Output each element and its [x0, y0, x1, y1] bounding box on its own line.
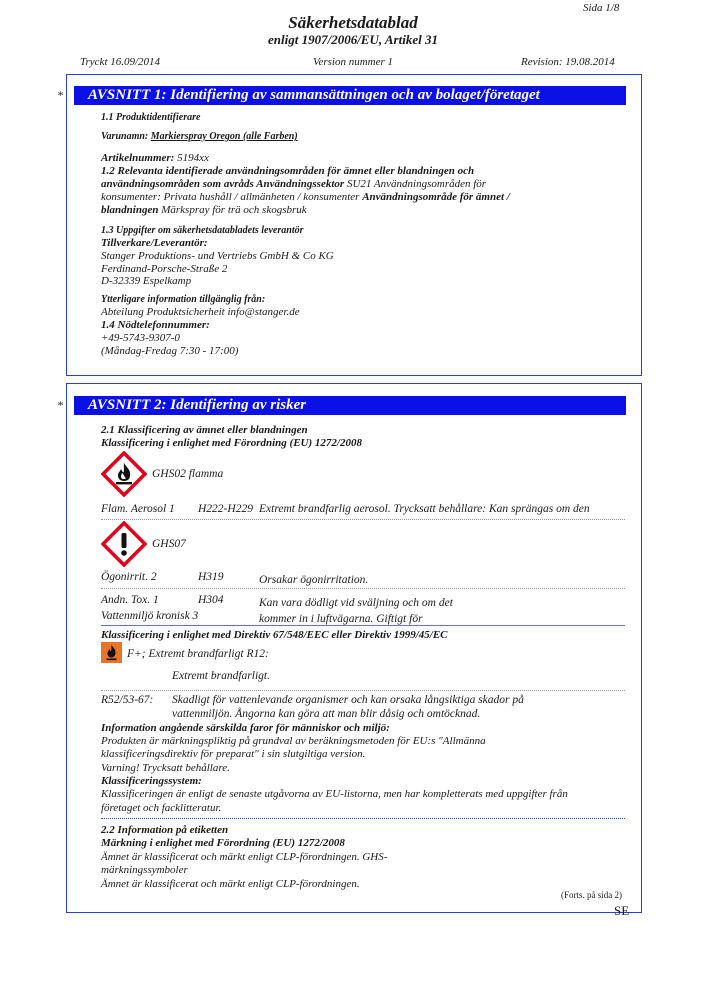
article-number-line: [101, 151, 209, 165]
divider-dotted: [101, 690, 625, 691]
heading-2-2: 2.2 Information på etiketten: [101, 824, 229, 836]
clp-classification-heading: Klassificering i enlighet med Förordning (EU) 1272/2008: [101, 437, 362, 449]
aquatic-class: Vattenmiljö kronisk 3: [101, 610, 199, 622]
further-info-value: Abteilung Produktsicherheit info@stanger.de: [101, 306, 300, 318]
asp-tox-class: Andn. Tox. 1: [101, 594, 159, 606]
label-heading: Märkning i enlighet med Förordning (EU) 1272/2008: [101, 837, 345, 849]
section-2-header: AVSNITT 2: Identifiering av risker: [74, 396, 626, 415]
supplier-line-1: Stanger Produktions- und Vertriebs GmbH & Co KG: [101, 250, 334, 262]
print-date: Tryckt 16.09/2014: [80, 56, 161, 68]
ghs02-label: GHS02 flamma: [152, 468, 224, 480]
trade-name-value: Markierspray Oregon (alle Farben): [150, 131, 298, 142]
section-1-header: AVSNITT 1: Identifiering av sammansättningen och av bolaget/företaget: [74, 86, 626, 105]
supplier-line-3: D-32339 Espelkamp: [101, 275, 192, 287]
divider-line: [101, 818, 625, 819]
special-hazards-line-1: Produkten är märkningspliktig på grundval av beräkningsmetoden för EU:s "Allmänna: [101, 735, 486, 747]
eye-irrit-text: Orsakar ögonirritation.: [259, 574, 369, 586]
revision-date: Revision: 19.08.2014: [521, 56, 615, 68]
heading-1-2-line2: [101, 177, 486, 191]
use-area-value: Märkspray för trä och skogsbruk: [161, 204, 307, 216]
continued-note: (Forts. på sida 2): [561, 890, 622, 900]
use-consumers: konsumenter: Privata hushåll / allmänheten / konsumenter: [101, 191, 360, 203]
ghs07-exclamation-icon: [101, 521, 147, 567]
asp-tox-hcode: H304: [198, 594, 224, 606]
classification-system-line-2: företaget och facklitteratur.: [101, 802, 222, 814]
heading-1-2-line1: 1.2 Relevanta identifierade användningsområden för ämnet eller blandningen och: [101, 165, 475, 177]
emergency-phone: +49-5743-9307-0: [101, 332, 180, 344]
flam-hcode: H222-H229: [198, 503, 253, 515]
heading-1-2-line2-bold: användningsområden som avråds Användningssektor: [101, 178, 345, 190]
aquatic-text: kommer in i luftvägarna. Giftigt för: [259, 613, 423, 625]
further-info-label: Ytterligare information tillgänglig från:: [101, 294, 266, 305]
page-number: Sida 1/8: [583, 2, 620, 14]
heading-1-4: 1.4 Nödtelefonnummer:: [101, 319, 210, 331]
trade-name-line: [101, 130, 298, 144]
special-hazards-line-3: Varning! Trycksatt behållare.: [101, 762, 230, 774]
heading-1-2-line4: [101, 203, 307, 217]
document-subtitle: enligt 1907/2006/EU, Artikel 31: [268, 32, 438, 47]
f-plus-text: Extremt brandfarligt.: [172, 670, 270, 682]
heading-1-1: 1.1 Produktidentifierare: [101, 112, 201, 123]
label-line-2: märkningssymboler: [101, 864, 188, 876]
r-phrase-code: R52/53-67:: [101, 694, 154, 706]
classification-system-label: Klassificeringssystem:: [101, 775, 202, 787]
flam-class: Flam. Aerosol 1: [101, 503, 175, 515]
ghs07-label: GHS07: [152, 538, 186, 550]
heading-1-2-line2-rest: SU21 Användningsområden för: [346, 178, 487, 190]
ghs02-flame-icon: [101, 451, 147, 497]
flam-hazard-text: Extremt brandfarlig aerosol. Trycksatt behållare: Kan sprängas om den: [259, 503, 590, 515]
change-marker-s2: *: [57, 398, 63, 412]
change-marker-s1: *: [57, 88, 63, 102]
special-hazards-line-2: klassificeringsdirektiv för preparat" i sin slutgiltiga version.: [101, 748, 366, 760]
eye-irrit-hcode: H319: [198, 571, 224, 583]
country-code: SE: [614, 903, 630, 918]
heading-1-2-line3: [101, 190, 510, 204]
f-plus-label: F+; Extremt brandfarligt R12:: [127, 648, 269, 660]
trade-name-label: Varunamn:: [101, 131, 149, 142]
use-area-label-2: blandningen: [101, 204, 159, 216]
heading-1-3: 1.3 Uppgifter om säkerhetsdatabladets leverantör: [101, 225, 304, 236]
asp-tox-text: Kan vara dödligt vid sväljning och om det: [259, 597, 453, 609]
eye-irrit-class: Ögonirrit. 2: [101, 571, 157, 583]
supplier-label: Tillverkare/Leverantör:: [101, 237, 208, 249]
document-title: Säkerhetsdatablad: [288, 13, 418, 32]
article-number-label: Artikelnummer:: [101, 152, 175, 164]
heading-2-1: 2.1 Klassificering av ämnet eller blandningen: [101, 424, 308, 436]
divider-dotted: [101, 588, 625, 589]
use-area-label: Användningsområde för ämnet /: [362, 191, 510, 203]
r-phrase-text-2: vattenmiljön. Ångorna kan göra att man blir dåsig och omtöcknad.: [172, 708, 481, 720]
f-plus-flame-icon: [101, 642, 122, 663]
divider-dotted: [101, 519, 625, 520]
label-line-1: Ämnet är klassificerat och märkt enligt CLP-förordningen. GHS-: [101, 851, 388, 863]
classification-system-line-1: Klassificeringen är enligt de senaste utgåvorna av EU-listorna, men har kompletterats med uppgifter från: [101, 788, 568, 800]
special-hazards-label: Information angående särskilda faror för människor och miljö:: [101, 722, 390, 734]
r-phrase-text-1: Skadligt för vattenlevande organismer och kan orsaka långsiktiga skador på: [172, 694, 524, 706]
divider-line: [101, 625, 625, 626]
dsd-classification-heading: Klassificering i enlighet med Direktiv 67/548/EEC eller Direktiv 1999/45/EC: [101, 629, 448, 641]
version-number: Version nummer 1: [312, 56, 394, 68]
label-line-3: Ämnet är klassificerat och märkt enligt CLP-förordningen.: [101, 878, 360, 890]
article-number-value: 5194xx: [177, 152, 209, 164]
emergency-hours: (Måndag-Fredag 7:30 - 17:00): [101, 345, 239, 357]
supplier-line-2: Ferdinand-Porsche-Straße 2: [101, 263, 228, 275]
